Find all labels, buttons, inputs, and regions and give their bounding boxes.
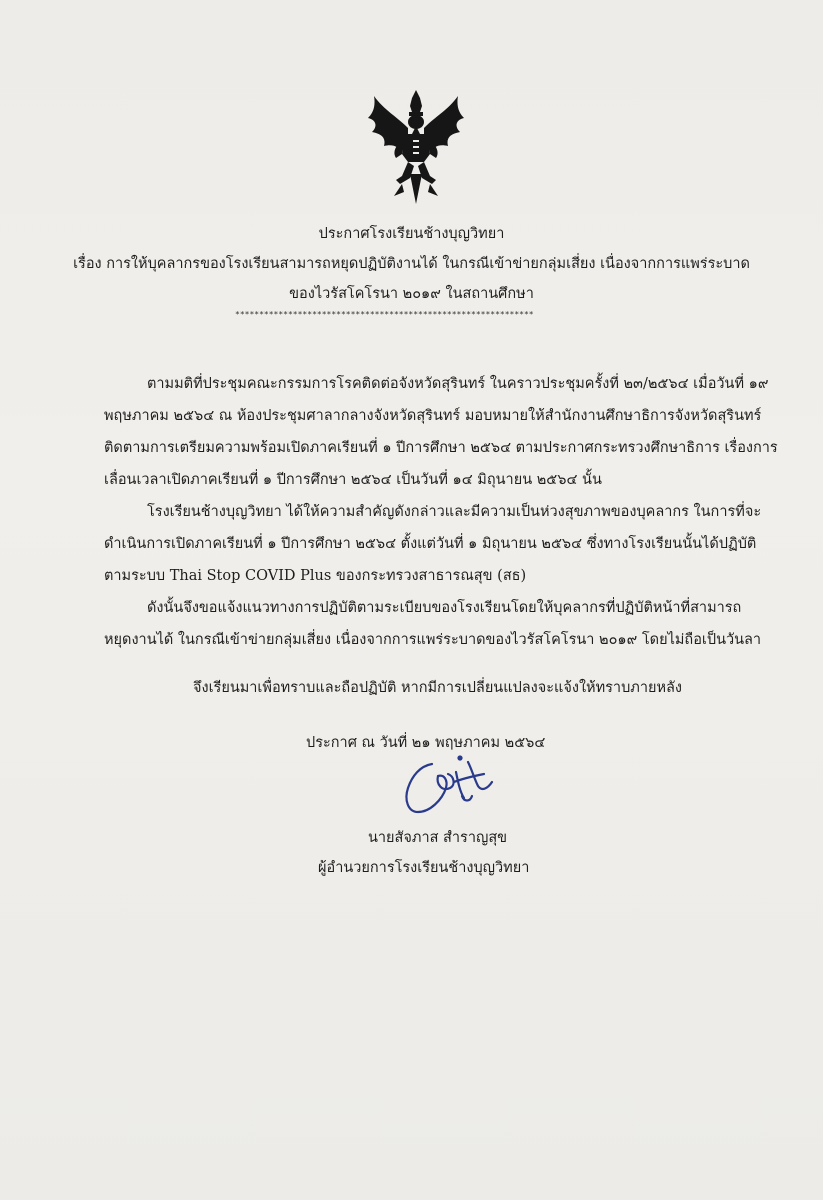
signer-name: นายสัจภาส สำราญสุข xyxy=(368,830,508,846)
paragraph-2-line-1: โรงเรียนช้างบุญวิทยา ได้ให้ความสำคัญดังกล่าวและมีความเป็นห่วงสุขภาพของบุคลากร ในการที่จะ xyxy=(147,504,762,520)
paragraph-1-line-2: พฤษภาคม ๒๕๖๔ ณ ห้องประชุมศาลากลางจังหวัดสุรินทร์ มอบหมายให้สำนักงานศึกษาธิการจังหวัดสุรินทร์ xyxy=(104,408,762,424)
garuda-emblem-icon xyxy=(366,88,466,208)
signer-position: ผู้อำนวยการโรงเรียนช้างบุญวิทยา xyxy=(318,860,530,876)
signature xyxy=(398,752,508,824)
subject-line-2: ของไวรัสโคโรนา ๒๐๑๙ ในสถานศึกษา xyxy=(289,286,534,302)
paragraph-2-line-2: ดำเนินการเปิดภาคเรียนที่ ๑ ปีการศึกษา ๒๕๖๔ ตั้งแต่วันที่ ๑ มิถุนายน ๒๕๖๔ ซึ่งทางโรงเรียนนั้นได้ปฏิบัติ xyxy=(104,536,757,552)
paragraph-2-line-3: ตามระบบ Thai Stop COVID Plus ของกระทรวงสาธารณสุข (สธ) xyxy=(104,568,527,584)
divider-stars: ************************************************************** xyxy=(235,310,534,319)
announcement-title: ประกาศโรงเรียนช้างบุญวิทยา xyxy=(318,226,505,242)
paragraph-3-line-1: ดังนั้นจึงขอแจ้งแนวทางการปฏิบัติตามระเบียบของโรงเรียนโดยให้บุคลากรที่ปฏิบัติหน้าที่สามารถ xyxy=(147,600,742,616)
paragraph-3-line-2: หยุดงานได้ ในกรณีเข้าข่ายกลุ่มเสี่ยง เนื่องจากการแพร่ระบาดของไวรัสโคโรนา ๒๐๑๙ โดยไม่ถือเป็นวันลา xyxy=(104,632,762,648)
closing-statement: จึงเรียนมาเพื่อทราบและถือปฏิบัติ หากมีการเปลี่ยนแปลงจะแจ้งให้ทราบภายหลัง xyxy=(193,680,682,696)
paragraph-1-line-1: ตามมติที่ประชุมคณะกรรมการโรคติดต่อจังหวัดสุรินทร์ ในคราวประชุมครั้งที่ ๒๓/๒๕๖๔ เมื่อวันที่ ๑๙ xyxy=(147,376,769,392)
paragraph-1-line-4: เลื่อนเวลาเปิดภาคเรียนที่ ๑ ปีการศึกษา ๒๕๖๔ เป็นวันที่ ๑๔ มิถุนายน ๒๕๖๔ นั้น xyxy=(104,472,602,488)
paragraph-1-line-3: ติดตามการเตรียมความพร้อมเปิดภาคเรียนที่ ๑ ปีการศึกษา ๒๕๖๔ ตามประกาศกระทรวงศึกษาธิการ เรื่องการ xyxy=(104,440,778,456)
announcement-date: ประกาศ ณ วันที่ ๒๑ พฤษภาคม ๒๕๖๔ xyxy=(306,735,546,751)
subject-line-1: เรื่อง การให้บุคลากรของโรงเรียนสามารถหยุดปฏิบัติงานได้ ในกรณีเข้าข่ายกลุ่มเสี่ยง เนื่องจากการแพร่ระบาด xyxy=(73,256,750,272)
